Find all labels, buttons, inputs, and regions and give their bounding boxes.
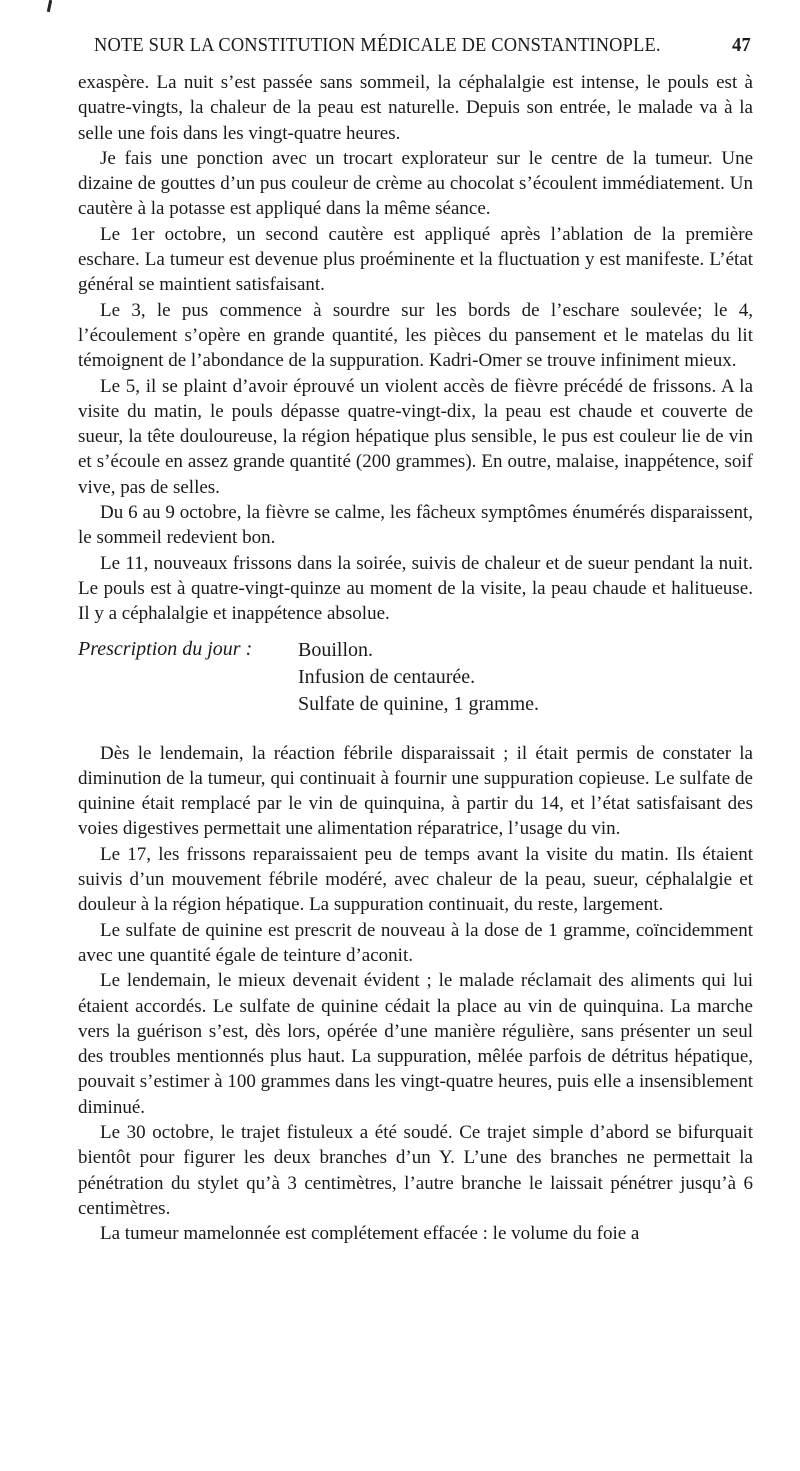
paragraph: La tumeur mamelonnée est complétement effacée : le volume du foie a: [100, 1223, 640, 1245]
paragraph: exaspère. La nuit s’est passée sans sommeil, la céphalalgie est intense, le pouls est à quatre-vingts, la chaleur de la peau est naturelle. Depuis son entrée, le malade va à la selle une fois dans les vingt-quatre heures.: [78, 72, 753, 144]
paragraph: Du 6 au 9 octobre, la fièvre se calme, les fâcheux symptômes énumérés disparaissent, le sommeil redevient bon.: [78, 502, 753, 549]
prescription-items: [298, 637, 539, 718]
paragraph: Le 30 octobre, le trajet fistuleux a été soudé. Ce trajet simple d’abord se bifurquait bientôt pour figurer les deux branches d’un Y. L’une des branches ne permettait la pénétration du stylet qu’à 3 centimètres, l’autre branche le laissait pénétrer jusqu’à 6 centimètres.: [78, 1121, 753, 1219]
paragraph: Le 17, les frissons reparaissaient peu de temps avant la visite du matin. Ils étaient suivis d’un mouvement fébrile modéré, avec chaleur de la peau, sueur, céphalalgie et douleur à la région hépatique. La suppuration continuait, du reste, largement.: [78, 843, 753, 916]
prescription-item: Sulfate de quinine, 1 gramme.: [298, 692, 540, 715]
paragraph: Le 3, le pus commence à sourdre sur les bords de l’eschare soulevée; le 4, l’écoulement s’opère en grande quantité, les pièces du pansement et le matelas du lit témoignent de l’abondance de la suppuration. Kadri-Omer se trouve infiniment mieux.: [78, 299, 753, 372]
corner-mark: [47, 0, 52, 12]
paragraph: Le lendemain, le mieux devenait évident ; le malade réclamait des aliments qui lui étaient accordés. Le sulfate de quinine cédait la place au vin de quinquina. La marche vers la guérison s’est, dès lors, opérée d’une manière régulière, sans présenter un seul des troubles mentionnés plus haut. La suppuration, mêlée parfois de détritus hépatique, pouvait s’estimer à 100 grammes dans les vingt-quatre heures, puis elle a insensiblement diminué.: [78, 970, 753, 1118]
paragraph: Dès le lendemain, la réaction fébrile disparaissait ; il était permis de constater la diminution de la tumeur, qui continuait à fournir une suppuration copieuse. Le sulfate de quinine était remplacé par le vin de quinquina, à partir du 14, et l’état satisfaisant des voies digestives permettait une alimentation réparatrice, l’usage du vin.: [78, 742, 753, 840]
page-number: 47: [732, 34, 751, 56]
prescription-item: Bouillon.: [298, 638, 374, 661]
body-text: [78, 70, 753, 1246]
paragraph: Le 11, nouveaux frissons dans la soirée, suivis de chaleur et de sueur pendant la nuit. Le pouls est à quatre-vingt-quinze au moment de la visite, la peau chaude et halitueuse. Il y a céphalalgie et inappétence absolue.: [78, 552, 753, 625]
prescription-label: Prescription du jour :: [78, 637, 253, 660]
paragraph: Le 5, il se plaint d’avoir éprouvé un violent accès de fièvre précédé de frissons. A la visite du matin, le pouls dépasse quatre-vingt-dix, la peau est chaude et couverte de sueur, la tête douloureuse, la région hépatique plus sensible, le pus est couleur lie de vin et s’écoule en assez grande quantité (200 grammes). En outre, malaise, inappétence, soif vive, pas de selles.: [78, 375, 753, 498]
paragraph: Le sulfate de quinine est prescrit de nouveau à la dose de 1 gramme, coïncidemment avec une quantité égale de teinture d’aconit.: [78, 919, 753, 966]
running-head: [94, 34, 751, 64]
paragraph: Je fais une ponction avec un trocart explorateur sur le centre de la tumeur. Une dizaine de gouttes d’un pus couleur de crème au chocolat s’écoulent immédiatement. Un cautère à la potasse est appliqué dans la même séance.: [78, 147, 753, 220]
running-head-title: NOTE SUR LA CONSTITUTION MÉDICALE DE CONSTANTINOPLE.: [94, 34, 661, 56]
prescription-block: [78, 637, 753, 737]
paragraph: Le 1er octobre, un second cautère est appliqué après l’ablation de la première eschare. La tumeur est devenue plus proéminente et la fluctuation y est manifeste. L’état général se maintient satisfaisant.: [78, 223, 753, 296]
prescription-item: Infusion de centaurée.: [298, 665, 476, 688]
